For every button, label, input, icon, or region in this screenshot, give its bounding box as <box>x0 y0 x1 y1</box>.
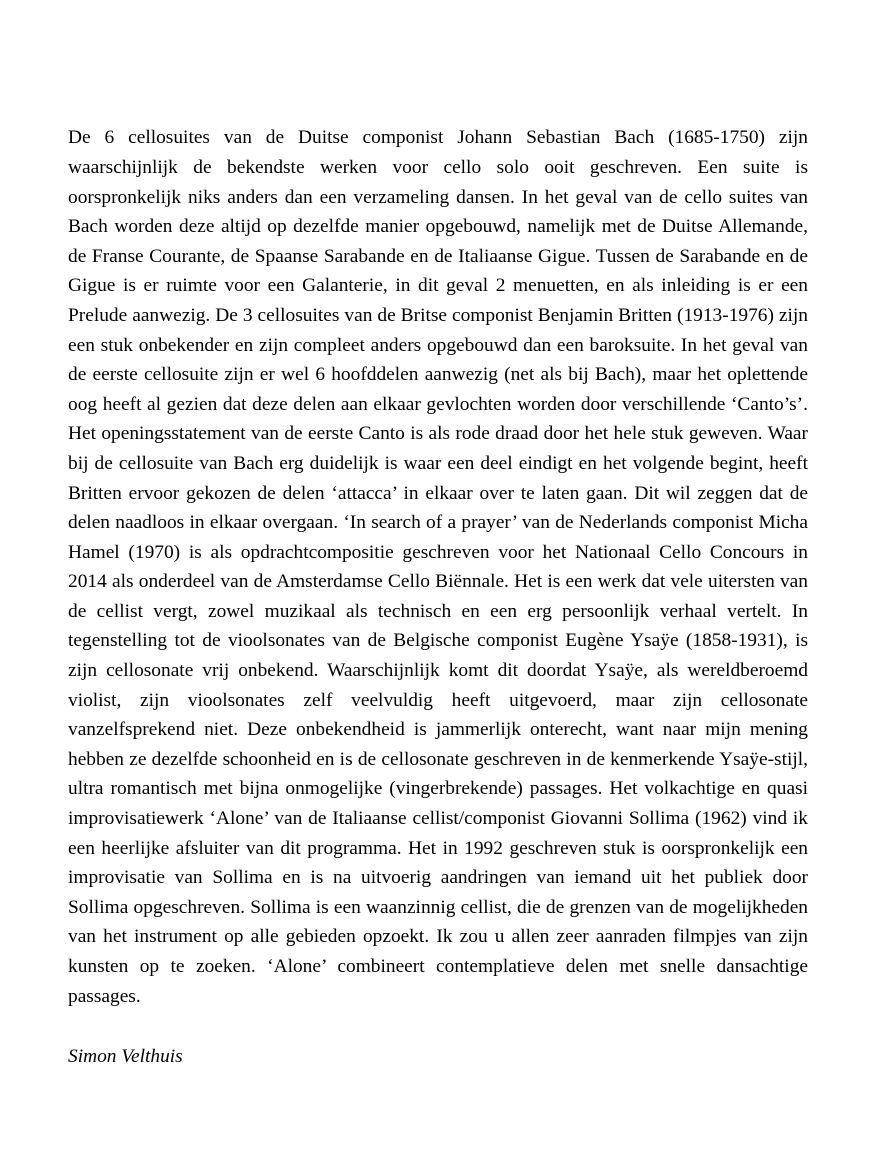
author-signature: Simon Velthuis <box>68 1046 183 1068</box>
program-notes-paragraph: De 6 cellosuites van de Duitse componist Johann Sebastian Bach (1685-1750) zijn waarschijnlijk de bekendste werken voor cello solo ooit geschreven. Een suite is oorspronkelijk niks anders dan een verzameling dansen. In het geval van de cello suites van Bach worden deze altijd op dezelfde manier opgebouwd, namelijk met de Duitse Allemande, de Franse Courante, de Spaanse Sarabande en de Italiaanse Gigue. Tussen de Sarabande en de Gigue is er ruimte voor een Galanterie, in dit geval 2 menuetten, en als inleiding is er een Prelude aanwezig. De 3 cellosuites van de Britse componist Benjamin Britten (1913-1976) zijn een stuk onbekender en zijn compleet anders opgebouwd dan een baroksuite. In het geval van de eerste cellosuite zijn er wel 6 hoofddelen aanwezig (net als bij Bach), maar het oplettende oog heeft al gezien dat deze delen aan elkaar gevlochten worden door verschillende ‘Canto’s’. Het openingsstatement van de eerste Canto is als rode draad door het hele stuk geweven. Waar bij de cellosuite van Bach erg duidelijk is waar een deel eindigt en het volgende begint, heeft Britten ervoor gekozen de delen ‘attacca’ in elkaar over te laten gaan. Dit wil zeggen dat de delen naadloos in elkaar overgaan. ‘In search of a prayer’ van de Nederlands componist Micha Hamel (1970) is als opdrachtcompositie geschreven voor het Nationaal Cello Concours in 2014 als onderdeel van de Amsterdamse Cello Biënnale. Het is een werk dat vele uitersten van de cellist vergt, zowel muzikaal als technisch en een erg persoonlijk verhaal vertelt. In tegenstelling tot de vioolsonates van de Belgische componist Eugène Ysaÿe (1858-1931), is zijn cellosonate vrij onbekend. Waarschijnlijk komt dit doordat Ysaÿe, als wereldberoemd violist, zijn vioolsonates zelf veelvuldig heeft uitgevoerd, maar zijn cellosonate vanzelfsprekend niet. Deze onbekendheid is jammerlijk onterecht, want naar mijn mening hebben ze dezelfde schoonheid en is de cellosonate geschreven in de kenmerkende Ysaÿe-stijl, ultra romantisch met bijna onmogelijke (vingerbrekende) passages. Het volkachtige en quasi improvisatiewerk ‘Alone’ van de Italiaanse cellist/componist Giovanni Sollima (1962) vind ik een heerlijke afsluiter van dit programma. Het in 1992 geschreven stuk is oorspronkelijk een improvisatie van Sollima en is na uitvoerig aandringen van iemand uit het publiek door Sollima opgeschreven. Sollima is een waanzinnig cellist, die de grenzen van de mogelijkheden van het instrument op alle gebieden opzoekt. Ik zou u allen zeer aanraden filmpjes van zijn kunsten op te zoeken. ‘Alone’ combineert contemplatieve delen met snelle dansachtige passages. <box>68 127 813 1007</box>
